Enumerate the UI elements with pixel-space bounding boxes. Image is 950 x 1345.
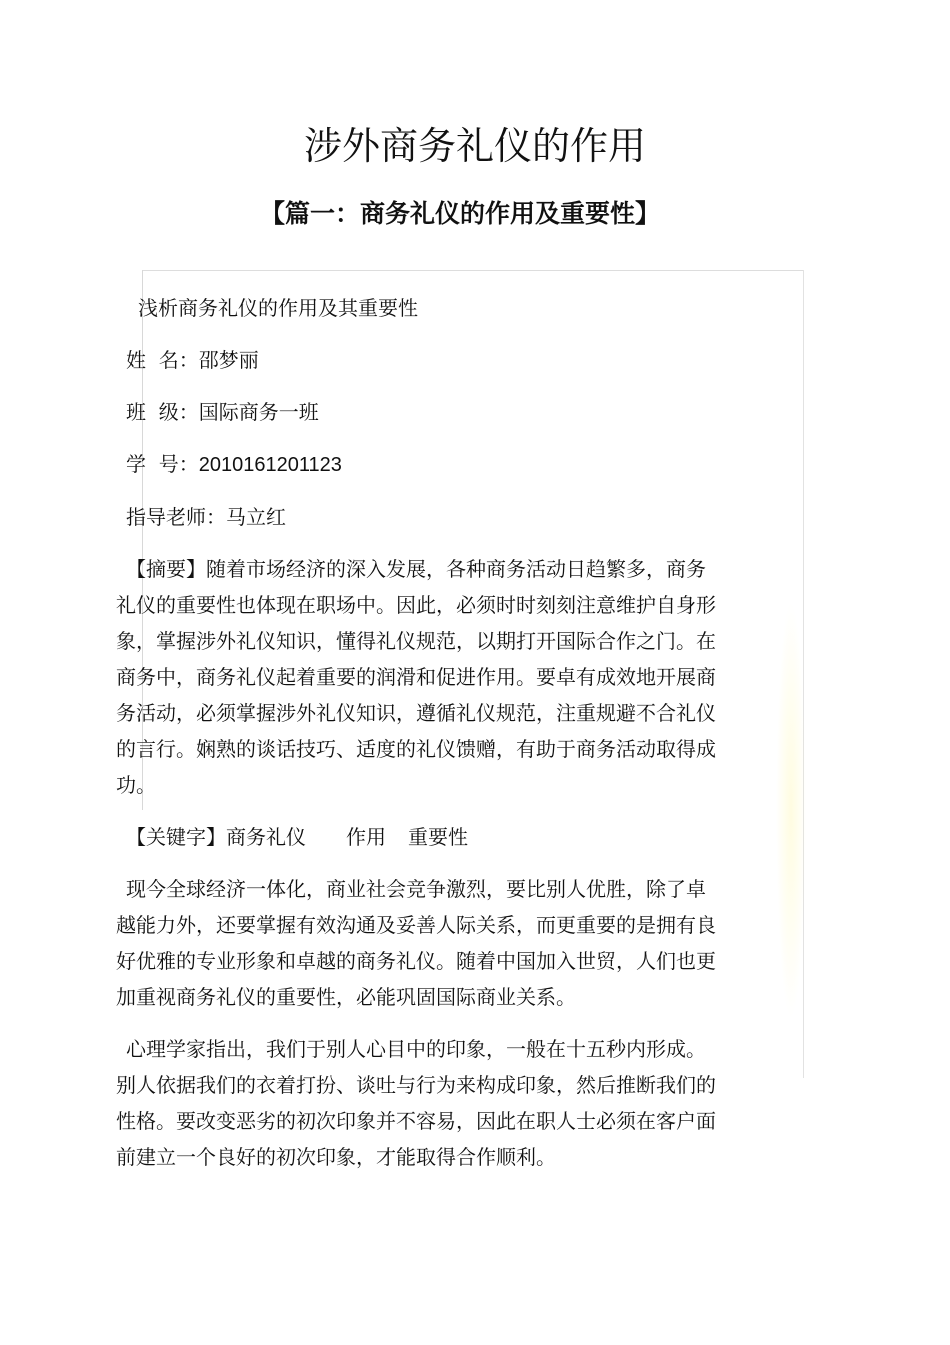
class-label: 班 级： [126,400,199,424]
info-name [116,342,774,378]
scan-stain [776,600,806,1020]
name-value: 邵梦丽 [198,348,259,372]
abstract-line: 商务中，商务礼仪起着重要的润滑和促进作用。要卓有成效地开展商 [116,665,716,689]
document-body [116,290,774,1191]
document-subtitle: 【篇一：商务礼仪的作用及重要性】 [259,199,660,228]
paper-title: 浅析商务礼仪的作用及其重要性 [138,296,418,320]
abstract-line: 【摘要】随着市场经济的深入发展，各种商务活动日趋繁多，商务 [126,557,706,581]
paragraph-line: 现今全球经济一体化，商业社会竞争激烈，要比别人优胜，除了卓 [126,877,706,901]
keywords-paragraph [116,819,774,855]
advisor-label: 指导老师： [126,505,226,529]
id-label: 学 号： [126,452,199,476]
paragraph-line: 好优雅的专业形象和卓越的商务礼仪。随着中国加入世贸，人们也更 [116,949,716,973]
body-paragraph-2 [116,1031,774,1175]
abstract-paragraph [116,551,774,803]
info-advisor [116,499,774,535]
keywords-label: 【关键字】商务礼仪 [126,825,306,849]
id-value: 2010161201123 [198,454,342,476]
keyword-item: 作用 [346,825,386,849]
name-label: 姓 名： [126,348,199,372]
abstract-line: 象，掌握涉外礼仪知识，懂得礼仪规范，以期打开国际合作之门。在 [116,629,716,653]
abstract-line: 功。 [116,773,156,797]
document-title: 涉外商务礼仪的作用 [303,124,646,168]
info-class [116,394,774,430]
abstract-line: 的言行。娴熟的谈话技巧、适度的礼仪馈赠，有助于商务活动取得成 [116,737,716,761]
info-id [116,446,774,483]
body-paragraph-1 [116,871,774,1015]
paragraph-line: 别人依据我们的衣着打扮、谈吐与行为来构成印象，然后推断我们的 [116,1073,716,1097]
keyword-item: 重要性 [408,825,468,849]
paragraph-line: 前建立一个良好的初次印象，才能取得合作顺利。 [116,1145,556,1169]
paragraph-line: 越能力外，还要掌握有效沟通及妥善人际关系，而更重要的是拥有良 [116,913,716,937]
frame-border-top [142,270,804,271]
paragraph-line: 心理学家指出，我们于别人心目中的印象，一般在十五秒内形成。 [126,1037,706,1061]
paragraph-line: 性格。要改变恶劣的初次印象并不容易，因此在职人士必须在客户面 [116,1109,716,1133]
abstract-line: 务活动，必须掌握涉外礼仪知识，遵循礼仪规范，注重规避不合礼仪 [116,701,716,725]
advisor-value: 马立红 [226,505,286,529]
abstract-line: 礼仪的重要性也体现在职场中。因此，必须时时刻刻注意维护自身形 [116,593,716,617]
paragraph-line: 加重视商务礼仪的重要性，必能巩固国际商业关系。 [116,985,576,1009]
class-value: 国际商务一班 [198,400,319,424]
